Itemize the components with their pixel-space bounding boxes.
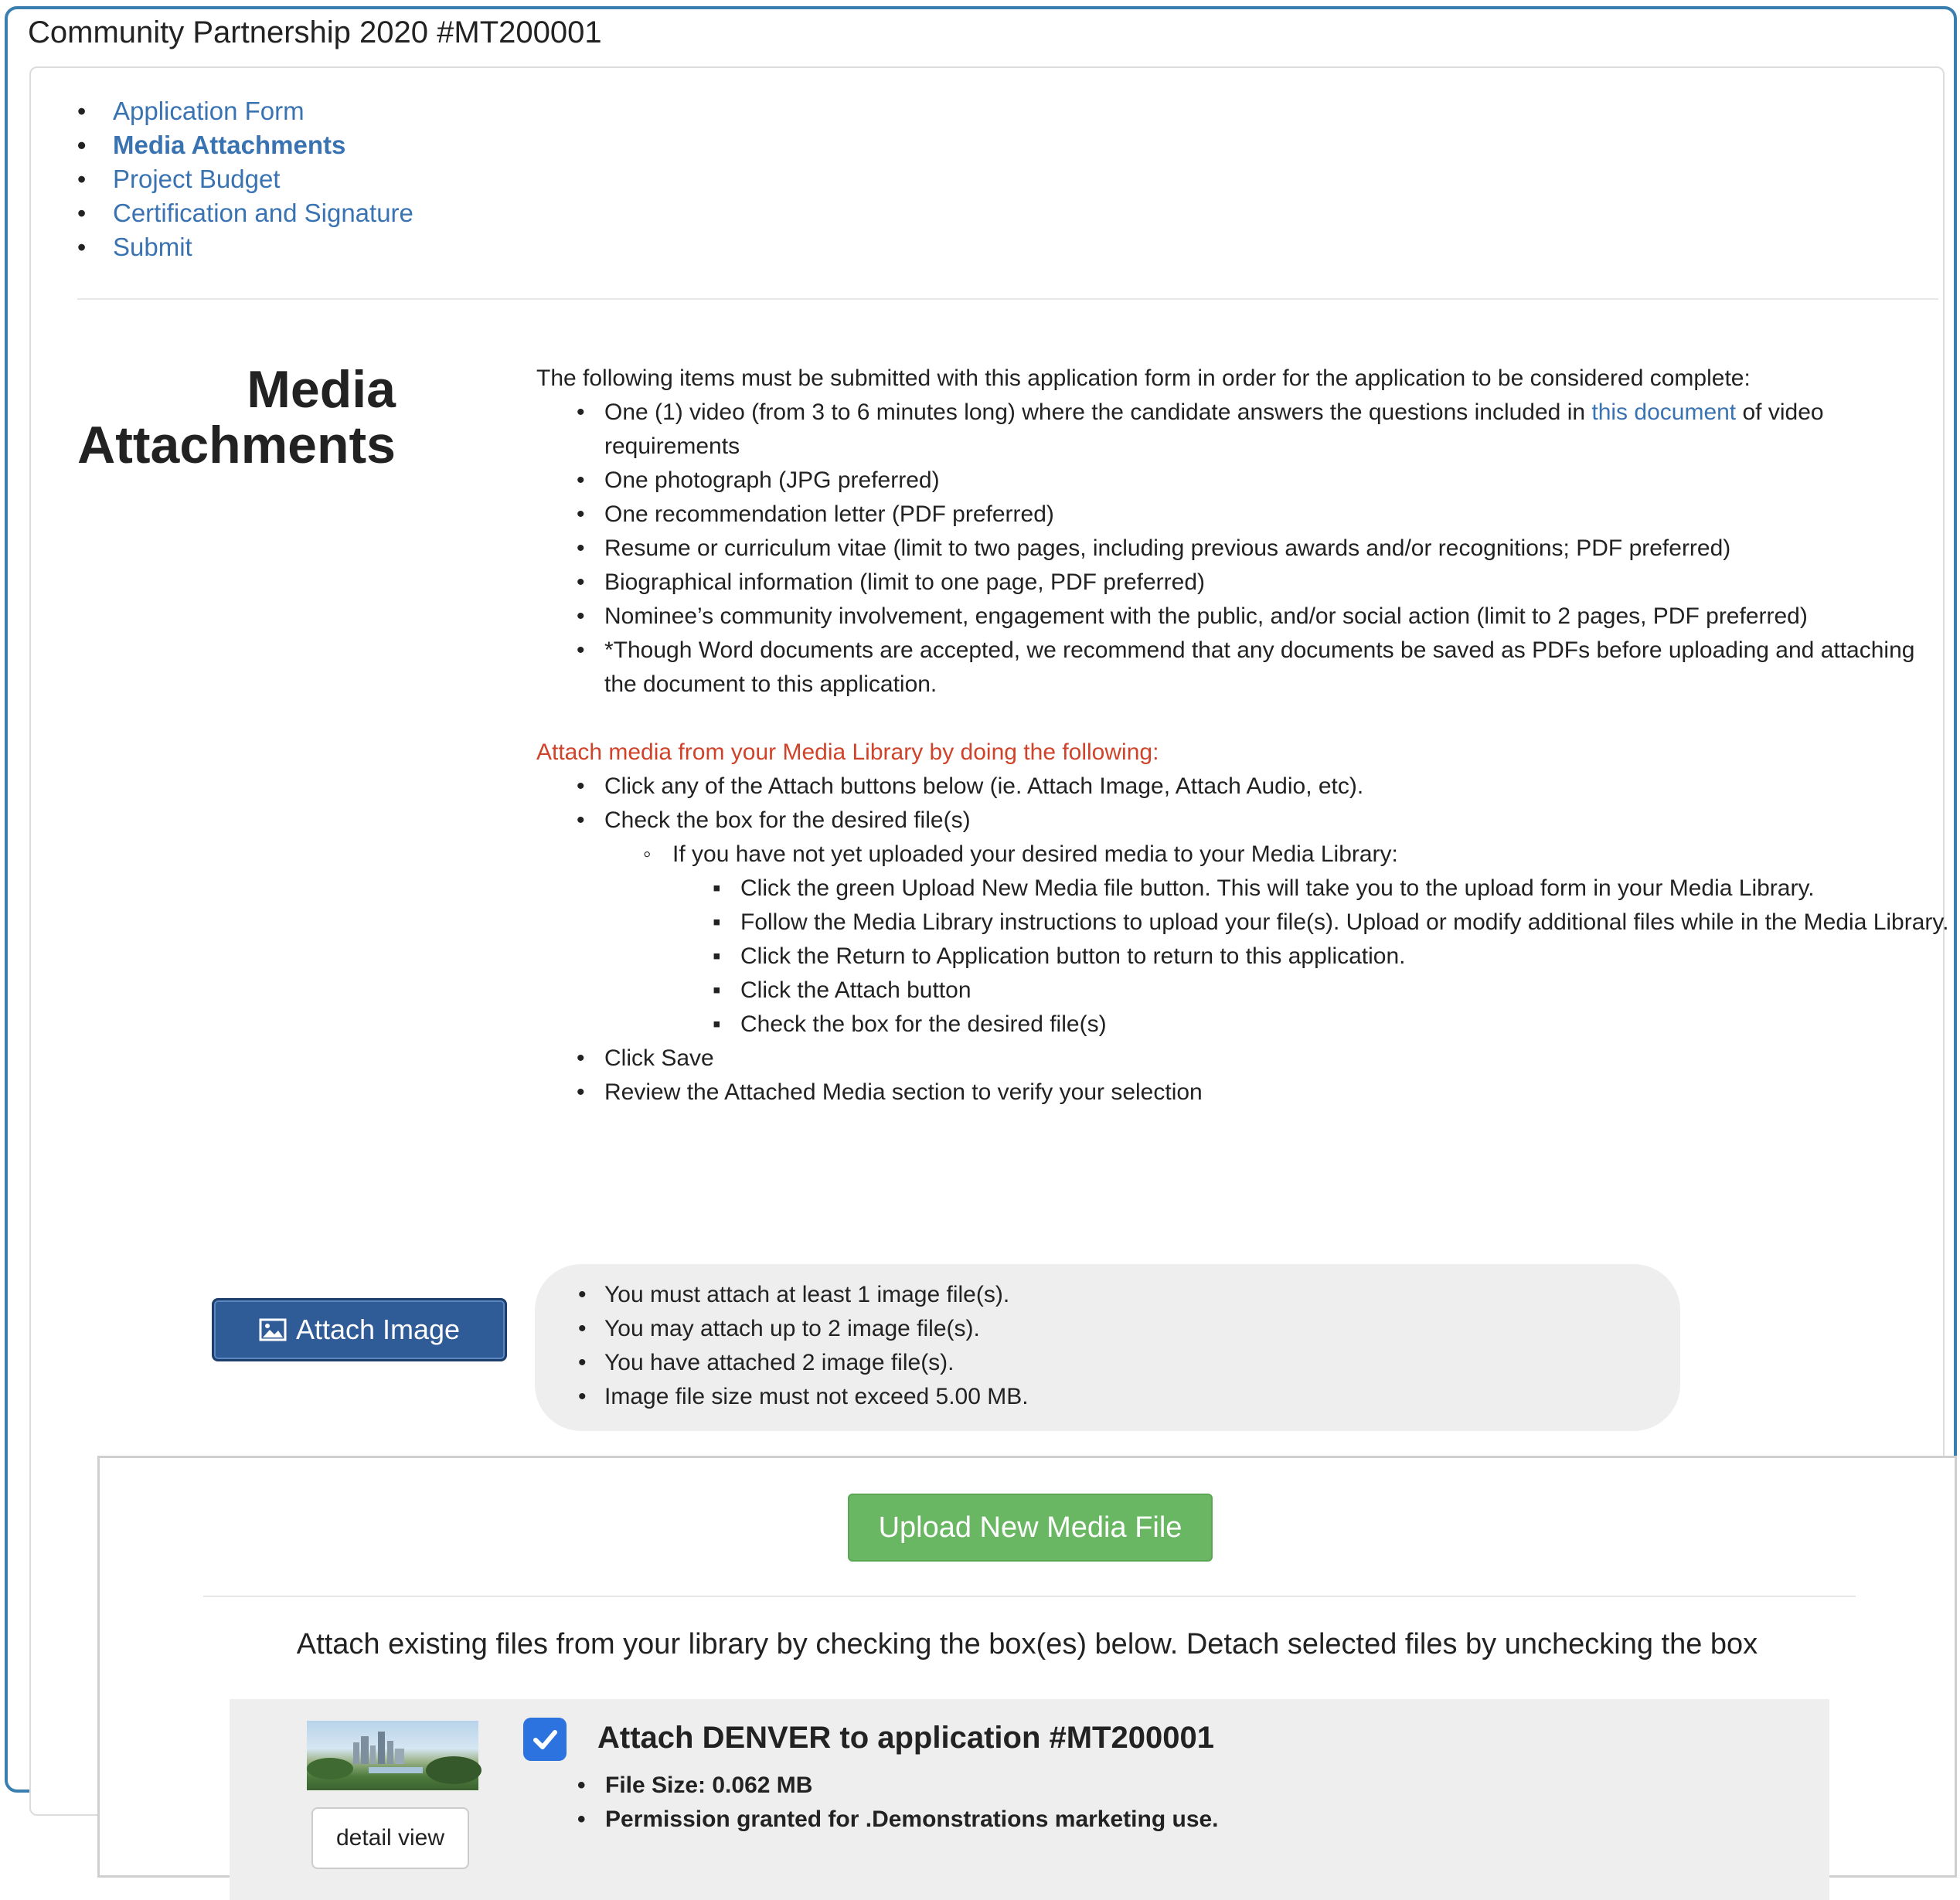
upload-step-follow: ▪ Follow the Media Library instructions to upload your file(s). Upload or modify additional files while in the Media Library. (672, 906, 1951, 940)
nav-item-application-form[interactable] (77, 94, 413, 128)
file-size: • File Size: 0.062 MB (577, 1769, 1219, 1803)
upload-step-green-button: ▪ Click the green Upload New Media file button. This will take you to the upload form in your Media Library. (672, 872, 1951, 906)
substeps-list (604, 838, 1951, 1042)
attach-instructions-title: Attach media from your Media Library by doing the following: (536, 739, 1159, 765)
upload-step-attach: ▪ Click the Attach button (672, 974, 1951, 1008)
nav-item-label[interactable]: Application Form (113, 97, 305, 125)
substep-not-uploaded-text: If you have not yet uploaded your desired media to your Media Library: (672, 841, 1398, 867)
media-thumbnail[interactable] (307, 1721, 478, 1790)
application-title: Community Partnership 2020 #MT200001 (28, 15, 602, 49)
requirement-resume: • Resume or curriculum vitae (limit to two pages, including previous awards and/or recognitions; PDF preferred) (536, 532, 1951, 566)
city-skyline-image (307, 1721, 478, 1790)
application-panel (29, 66, 1949, 1851)
nav-item-submit[interactable] (77, 230, 413, 264)
rule-max: • You may attach up to 2 image file(s). (535, 1312, 1680, 1346)
media-library-panel (97, 1456, 1957, 1878)
section-nav (77, 94, 413, 264)
requirements-content (536, 362, 1951, 1110)
nav-item-label[interactable]: Project Budget (113, 165, 281, 193)
attach-checkbox[interactable] (523, 1718, 567, 1761)
substep-not-uploaded (604, 838, 1951, 1042)
media-item-title: Attach DENVER to application #MT200001 (597, 1721, 1214, 1755)
requirement-video (536, 396, 1951, 464)
section-heading (0, 362, 396, 473)
step-save: • Click Save (536, 1042, 1951, 1076)
intro-text: The following items must be submitted with this application form in order for the application to be considered complete: (536, 365, 1751, 391)
nav-item-label[interactable]: Submit (113, 233, 192, 261)
upload-steps-list (672, 872, 1951, 1042)
requirement-bio: • Biographical information (limit to one page, PDF preferred) (536, 566, 1951, 600)
attach-image-label[interactable]: Attach Image (295, 1314, 461, 1345)
checkmark-icon (529, 1724, 560, 1755)
rule-size-limit: • Image file size must not exceed 5.00 MB. (535, 1380, 1680, 1414)
section-heading-line2: Attachments (77, 416, 396, 474)
attachment-rules (535, 1264, 1680, 1431)
requirement-word-note: • *Though Word documents are accepted, we recommend that any documents be saved as PDFs before uploading and attaching the document to this application. (536, 634, 1951, 702)
section-heading-line1: Media (247, 360, 396, 419)
upload-step-return: ▪ Click the Return to Application button to return to this application. (672, 940, 1951, 974)
step-review: • Review the Attached Media section to verify your selection (536, 1076, 1951, 1110)
image-icon (259, 1318, 287, 1341)
step-check-box (536, 804, 1951, 1042)
requirement-letter: • One recommendation letter (PDF preferred) (536, 498, 1951, 532)
requirements-list (536, 396, 1951, 702)
detail-view-button[interactable]: detail view (311, 1807, 469, 1869)
step-check-box-text: Check the box for the desired file(s) (604, 807, 971, 833)
nav-item-project-budget[interactable] (77, 162, 413, 196)
media-item (230, 1699, 1829, 1900)
requirement-photo: • One photograph (JPG preferred) (536, 464, 1951, 498)
library-help-text: Attach existing files from your library by checking the box(es) below. Detach selected files by unchecking the box (296, 1628, 1758, 1660)
nav-item-media-attachments[interactable] (77, 128, 413, 162)
attachment-rules-list (535, 1278, 1680, 1414)
step-click-attach: • Click any of the Attach buttons below (ie. Attach Image, Attach Audio, etc). (536, 770, 1951, 804)
nav-item-label[interactable]: Certification and Signature (113, 199, 413, 227)
divider (77, 298, 1938, 300)
requirement-community: • Nominee’s community involvement, engagement with the public, and/or social action (limit to 2 pages, PDF preferred) (536, 600, 1951, 634)
application-window (5, 6, 1957, 1851)
attach-steps-list (536, 770, 1951, 1110)
media-item-details (577, 1769, 1219, 1837)
attach-image-button[interactable] (212, 1298, 507, 1361)
divider (203, 1596, 1856, 1597)
video-text-prefix: One (1) video (from 3 to 6 minutes long) where the candidate answers the questions included in (604, 399, 1592, 425)
nav-item-certification[interactable] (77, 196, 413, 230)
upload-new-media-button[interactable]: Upload New Media File (848, 1494, 1213, 1562)
rule-min: • You must attach at least 1 image file(s). (535, 1278, 1680, 1312)
rule-attached-count: • You have attached 2 image file(s). (535, 1346, 1680, 1380)
nav-item-label[interactable]: Media Attachments (113, 131, 346, 159)
upload-step-check: ▪ Check the box for the desired file(s) (672, 1008, 1951, 1042)
permission-note: • Permission granted for .Demonstrations marketing use. (577, 1803, 1219, 1837)
this-document-link[interactable]: this document (1591, 399, 1737, 425)
video-text-suffix: of video requirements (604, 399, 1824, 459)
